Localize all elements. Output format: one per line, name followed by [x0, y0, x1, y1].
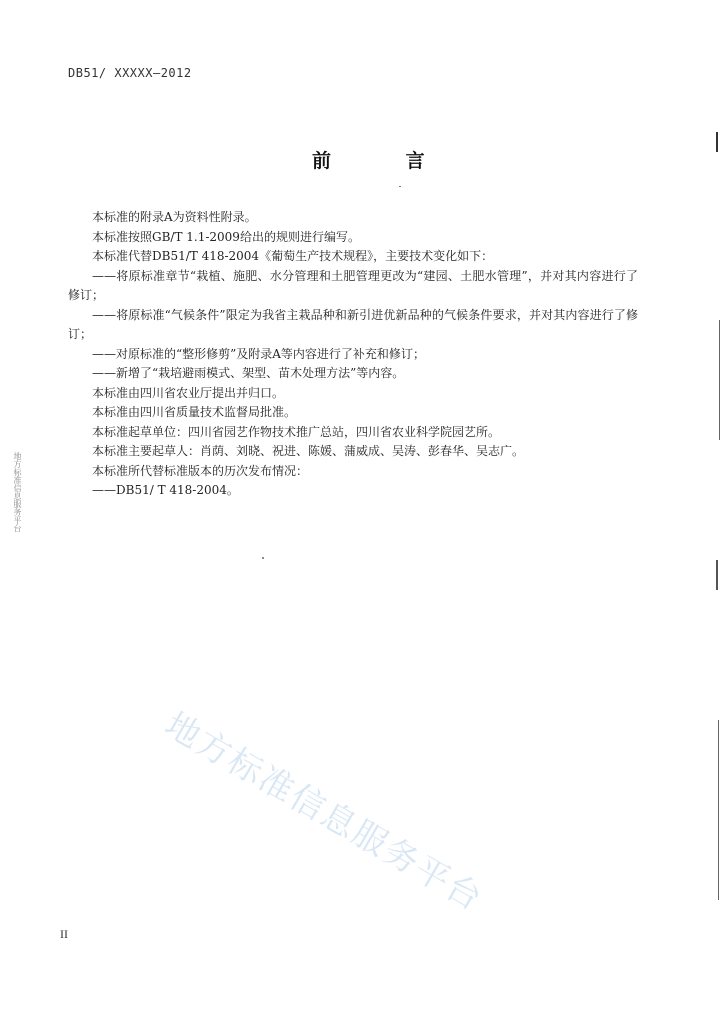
- foreword-body: [68, 208, 638, 501]
- paragraph-drafting-rules: 本标准按照GB/T 1.1-2009给出的规则进行编写。: [92, 229, 360, 244]
- scan-edge-mark: [716, 132, 718, 152]
- page-number: II: [60, 927, 68, 941]
- title-separator-dot: [399, 186, 401, 187]
- scan-edge-mark: [718, 720, 719, 900]
- side-stamp-text: 地方标准信息服务平台: [13, 452, 22, 532]
- scan-speck: [262, 557, 264, 559]
- paragraph-drafters: 本标准主要起草人：肖荫、刘晓、祝进、陈媛、蒲威成、吴涛、彭春华、吴志广。: [92, 444, 525, 458]
- paragraph-change-1: ——将原标准章节“栽植、施肥、水分管理和土肥管理更改为“建园、土肥水管理”，并对其内容进行了修订；: [68, 268, 638, 302]
- paragraph-replaces: 本标准代替DB51/T 418-2004《葡萄生产技术规程》，主要技术变化如下：: [92, 249, 494, 263]
- paragraph-change-2: ——将原标准“气候条件”限定为我省主栽品种和新引进优新品种的气候条件要求，并对其内容进行了修订；: [68, 307, 638, 341]
- paragraph-proposed-by: 本标准由四川省农业厅提出并归口。: [92, 385, 285, 400]
- paragraph-change-4: ——新增了“栽培避雨模式、架型、苗木处理方法”等内容。: [92, 366, 405, 380]
- page-title: 前 言: [312, 150, 459, 172]
- scan-edge-mark: [719, 320, 720, 440]
- paragraph-history-item: ——DB51/ T 418-2004。: [92, 483, 239, 497]
- standard-code: DB51/ XXXXX—2012: [68, 66, 192, 80]
- watermark-text: 地方标准信息服务平台: [158, 704, 490, 920]
- paragraph-change-3: ——对原标准的“整形修剪”及附录A等内容进行了补充和修订；: [92, 346, 425, 361]
- paragraph-drafting-units: 本标准起草单位：四川省园艺作物技术推广总站，四川省农业科学院园艺所。: [92, 424, 501, 439]
- paragraph-annex-note: 本标准的附录A为资料性附录。: [92, 210, 257, 224]
- scan-edge-mark: [716, 560, 718, 590]
- paragraph-approved-by: 本标准由四川省质量技术监督局批准。: [92, 405, 297, 419]
- paragraph-history-intro: 本标准所代替标准版本的历次发布情况：: [92, 463, 309, 478]
